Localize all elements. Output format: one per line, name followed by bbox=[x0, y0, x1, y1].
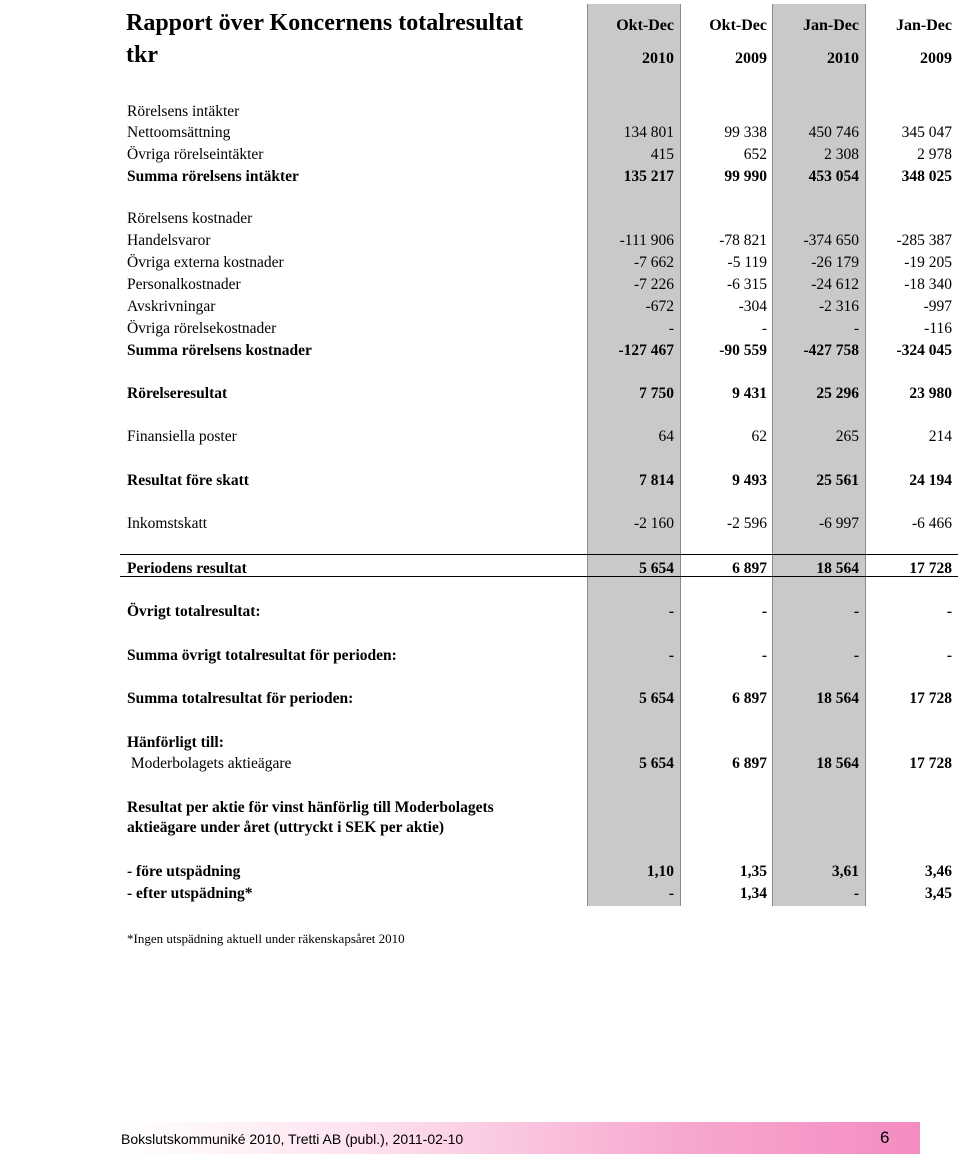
cell-okt-dec-2010: -672 bbox=[645, 298, 674, 315]
cell-okt-dec-2010: 5 654 bbox=[639, 560, 674, 577]
cell-jan-dec-2010: -6 997 bbox=[818, 515, 859, 532]
cell-jan-dec-2010: 18 564 bbox=[816, 690, 859, 707]
cell-jan-dec-2009: - bbox=[946, 603, 952, 620]
cell-okt-dec-2010: 5 654 bbox=[639, 755, 674, 772]
cell-jan-dec-2010: - bbox=[853, 320, 859, 337]
cell-jan-dec-2010: 453 054 bbox=[808, 168, 859, 185]
table-row bbox=[0, 253, 960, 275]
header-year-4: 2009 bbox=[920, 50, 952, 67]
table-row bbox=[0, 754, 960, 776]
table-row bbox=[0, 471, 960, 493]
header-period-2: Okt-Dec bbox=[709, 17, 767, 34]
cell-okt-dec-2009: 9 493 bbox=[732, 472, 767, 489]
cell-jan-dec-2009: 2 978 bbox=[917, 146, 952, 163]
table-row bbox=[0, 427, 960, 449]
table-row bbox=[0, 297, 960, 319]
header-year-3: 2010 bbox=[827, 50, 859, 67]
cell-jan-dec-2009: 348 025 bbox=[901, 168, 952, 185]
row-label: Övriga externa kostnader bbox=[127, 254, 284, 271]
cell-okt-dec-2010: 64 bbox=[658, 428, 674, 445]
row-label: Inkomstskatt bbox=[127, 515, 208, 532]
row-label: Hänförligt till: bbox=[127, 734, 224, 751]
cell-okt-dec-2009: 9 431 bbox=[732, 385, 767, 402]
row-label: Handelsvaror bbox=[127, 232, 211, 249]
cell-jan-dec-2010: -24 612 bbox=[811, 276, 859, 293]
footnote: *Ingen utspädning aktuell under räkenskapsåret 2010 bbox=[127, 931, 405, 946]
cell-jan-dec-2009: 23 980 bbox=[909, 385, 952, 402]
table-row bbox=[0, 341, 960, 363]
cell-jan-dec-2010: - bbox=[853, 603, 859, 620]
table-row bbox=[0, 231, 960, 253]
cell-okt-dec-2009: -2 596 bbox=[726, 515, 767, 532]
cell-okt-dec-2010: 5 654 bbox=[639, 690, 674, 707]
cell-okt-dec-2009: 99 338 bbox=[724, 124, 767, 141]
row-label: Summa övrigt totalresultat för perioden: bbox=[127, 647, 397, 664]
table-row bbox=[0, 733, 960, 755]
cell-jan-dec-2010: 3,61 bbox=[831, 863, 859, 880]
cell-jan-dec-2009: 3,46 bbox=[924, 863, 952, 880]
cell-okt-dec-2009: - bbox=[761, 647, 767, 664]
header-period-1: Okt-Dec bbox=[616, 17, 674, 34]
cell-jan-dec-2010: -374 650 bbox=[803, 232, 859, 249]
header-period-3: Jan-Dec bbox=[803, 17, 859, 34]
cell-okt-dec-2009: 99 990 bbox=[724, 168, 767, 185]
cell-jan-dec-2010: 450 746 bbox=[808, 124, 859, 141]
report-title: Rapport över Koncernens totalresultat bbox=[126, 10, 524, 36]
cell-jan-dec-2009: - bbox=[946, 647, 952, 664]
cell-okt-dec-2009: -304 bbox=[738, 298, 767, 315]
table-row bbox=[0, 102, 960, 124]
page-number: 6 bbox=[880, 1128, 890, 1147]
cell-okt-dec-2010: -127 467 bbox=[618, 342, 674, 359]
cell-okt-dec-2010: -2 160 bbox=[633, 515, 674, 532]
table-row bbox=[0, 514, 960, 536]
cell-jan-dec-2010: 2 308 bbox=[824, 146, 859, 163]
row-label: Rörelseresultat bbox=[127, 385, 228, 402]
cell-jan-dec-2009: -285 387 bbox=[896, 232, 952, 249]
row-label: Övrigt totalresultat: bbox=[127, 603, 261, 620]
row-label: Resultat före skatt bbox=[127, 472, 249, 489]
cell-jan-dec-2009: 345 047 bbox=[901, 124, 952, 141]
row-label: Rörelsens kostnader bbox=[127, 210, 253, 227]
table-row bbox=[0, 646, 960, 668]
eps-heading-line-2: aktieägare under året (uttryckt i SEK per aktie) bbox=[127, 819, 445, 836]
row-label: Nettoomsättning bbox=[127, 124, 231, 141]
row-label: Personalkostnader bbox=[127, 276, 241, 293]
header-period-4: Jan-Dec bbox=[896, 17, 952, 34]
cell-okt-dec-2010: - bbox=[668, 885, 674, 902]
row-label: - före utspädning bbox=[127, 863, 241, 880]
cell-jan-dec-2009: -19 205 bbox=[904, 254, 952, 271]
report-unit: tkr bbox=[126, 42, 158, 68]
cell-okt-dec-2009: -90 559 bbox=[719, 342, 767, 359]
cell-jan-dec-2010: - bbox=[853, 647, 859, 664]
cell-jan-dec-2009: 214 bbox=[928, 428, 952, 445]
table-row bbox=[0, 689, 960, 711]
cell-okt-dec-2010: 135 217 bbox=[623, 168, 674, 185]
table-row bbox=[0, 862, 960, 884]
cell-okt-dec-2009: 1,34 bbox=[739, 885, 767, 902]
cell-okt-dec-2010: -7 662 bbox=[633, 254, 674, 271]
cell-jan-dec-2009: -18 340 bbox=[904, 276, 952, 293]
cell-jan-dec-2009: -997 bbox=[923, 298, 952, 315]
row-label: Summa rörelsens kostnader bbox=[127, 342, 312, 359]
cell-okt-dec-2009: 1,35 bbox=[739, 863, 767, 880]
eps-heading-line-1: Resultat per aktie för vinst hänförlig till Moderbolagets bbox=[127, 799, 494, 816]
cell-okt-dec-2009: - bbox=[761, 320, 767, 337]
cell-jan-dec-2009: 3,45 bbox=[924, 885, 952, 902]
table-row bbox=[0, 275, 960, 297]
cell-jan-dec-2009: 17 728 bbox=[909, 755, 952, 772]
cell-okt-dec-2010: 1,10 bbox=[646, 863, 674, 880]
divider bbox=[120, 576, 958, 577]
cell-jan-dec-2009: 24 194 bbox=[909, 472, 952, 489]
table-row bbox=[0, 319, 960, 341]
cell-okt-dec-2009: 6 897 bbox=[732, 755, 767, 772]
cell-okt-dec-2010: 415 bbox=[650, 146, 674, 163]
table-row bbox=[0, 602, 960, 624]
row-label: - efter utspädning* bbox=[127, 885, 253, 902]
cell-okt-dec-2010: 7 750 bbox=[639, 385, 674, 402]
cell-okt-dec-2010: -7 226 bbox=[633, 276, 674, 293]
cell-jan-dec-2010: 18 564 bbox=[816, 755, 859, 772]
cell-okt-dec-2009: -6 315 bbox=[726, 276, 767, 293]
cell-jan-dec-2010: 25 296 bbox=[816, 385, 859, 402]
cell-jan-dec-2010: 265 bbox=[835, 428, 859, 445]
row-label: Övriga rörelseintäkter bbox=[127, 146, 264, 163]
cell-jan-dec-2009: 17 728 bbox=[909, 690, 952, 707]
cell-okt-dec-2009: 6 897 bbox=[732, 690, 767, 707]
cell-okt-dec-2009: 652 bbox=[743, 146, 767, 163]
cell-jan-dec-2010: -427 758 bbox=[803, 342, 859, 359]
cell-okt-dec-2010: 7 814 bbox=[639, 472, 674, 489]
cell-jan-dec-2010: 18 564 bbox=[816, 560, 859, 577]
row-label: Avskrivningar bbox=[127, 298, 216, 315]
cell-okt-dec-2009: 62 bbox=[751, 428, 767, 445]
cell-okt-dec-2010: - bbox=[668, 320, 674, 337]
footer-text: Bokslutskommuniké 2010, Tretti AB (publ.), 2011-02-10 bbox=[121, 1131, 464, 1147]
cell-jan-dec-2009: -6 466 bbox=[911, 515, 952, 532]
row-label: Summa rörelsens intäkter bbox=[127, 168, 299, 185]
table-row bbox=[0, 145, 960, 167]
eps-heading bbox=[127, 798, 494, 838]
row-label: Övriga rörelsekostnader bbox=[127, 320, 277, 337]
cell-okt-dec-2010: -111 906 bbox=[619, 232, 674, 249]
cell-jan-dec-2010: -26 179 bbox=[811, 254, 859, 271]
row-label: Periodens resultat bbox=[127, 560, 247, 577]
cell-okt-dec-2010: 134 801 bbox=[623, 124, 674, 141]
cell-okt-dec-2009: -78 821 bbox=[719, 232, 767, 249]
table-row bbox=[0, 384, 960, 406]
cell-okt-dec-2010: - bbox=[668, 603, 674, 620]
cell-jan-dec-2010: -2 316 bbox=[818, 298, 859, 315]
table-row bbox=[0, 167, 960, 189]
cell-okt-dec-2009: -5 119 bbox=[727, 254, 767, 271]
cell-jan-dec-2010: - bbox=[853, 885, 859, 902]
cell-okt-dec-2009: - bbox=[761, 603, 767, 620]
row-label: Finansiella poster bbox=[127, 428, 237, 445]
cell-jan-dec-2010: 25 561 bbox=[816, 472, 859, 489]
table-row bbox=[0, 209, 960, 231]
row-label: Rörelsens intäkter bbox=[127, 103, 240, 120]
cell-jan-dec-2009: 17 728 bbox=[909, 560, 952, 577]
table-row bbox=[0, 884, 960, 906]
row-label: Summa totalresultat för perioden: bbox=[127, 690, 354, 707]
table-row bbox=[0, 123, 960, 145]
header-year-1: 2010 bbox=[642, 50, 674, 67]
row-label: Moderbolagets aktieägare bbox=[127, 755, 292, 772]
cell-okt-dec-2009: 6 897 bbox=[732, 560, 767, 577]
cell-jan-dec-2009: -116 bbox=[924, 320, 952, 337]
cell-okt-dec-2010: - bbox=[668, 647, 674, 664]
cell-jan-dec-2009: -324 045 bbox=[896, 342, 952, 359]
header-year-2: 2009 bbox=[735, 50, 767, 67]
